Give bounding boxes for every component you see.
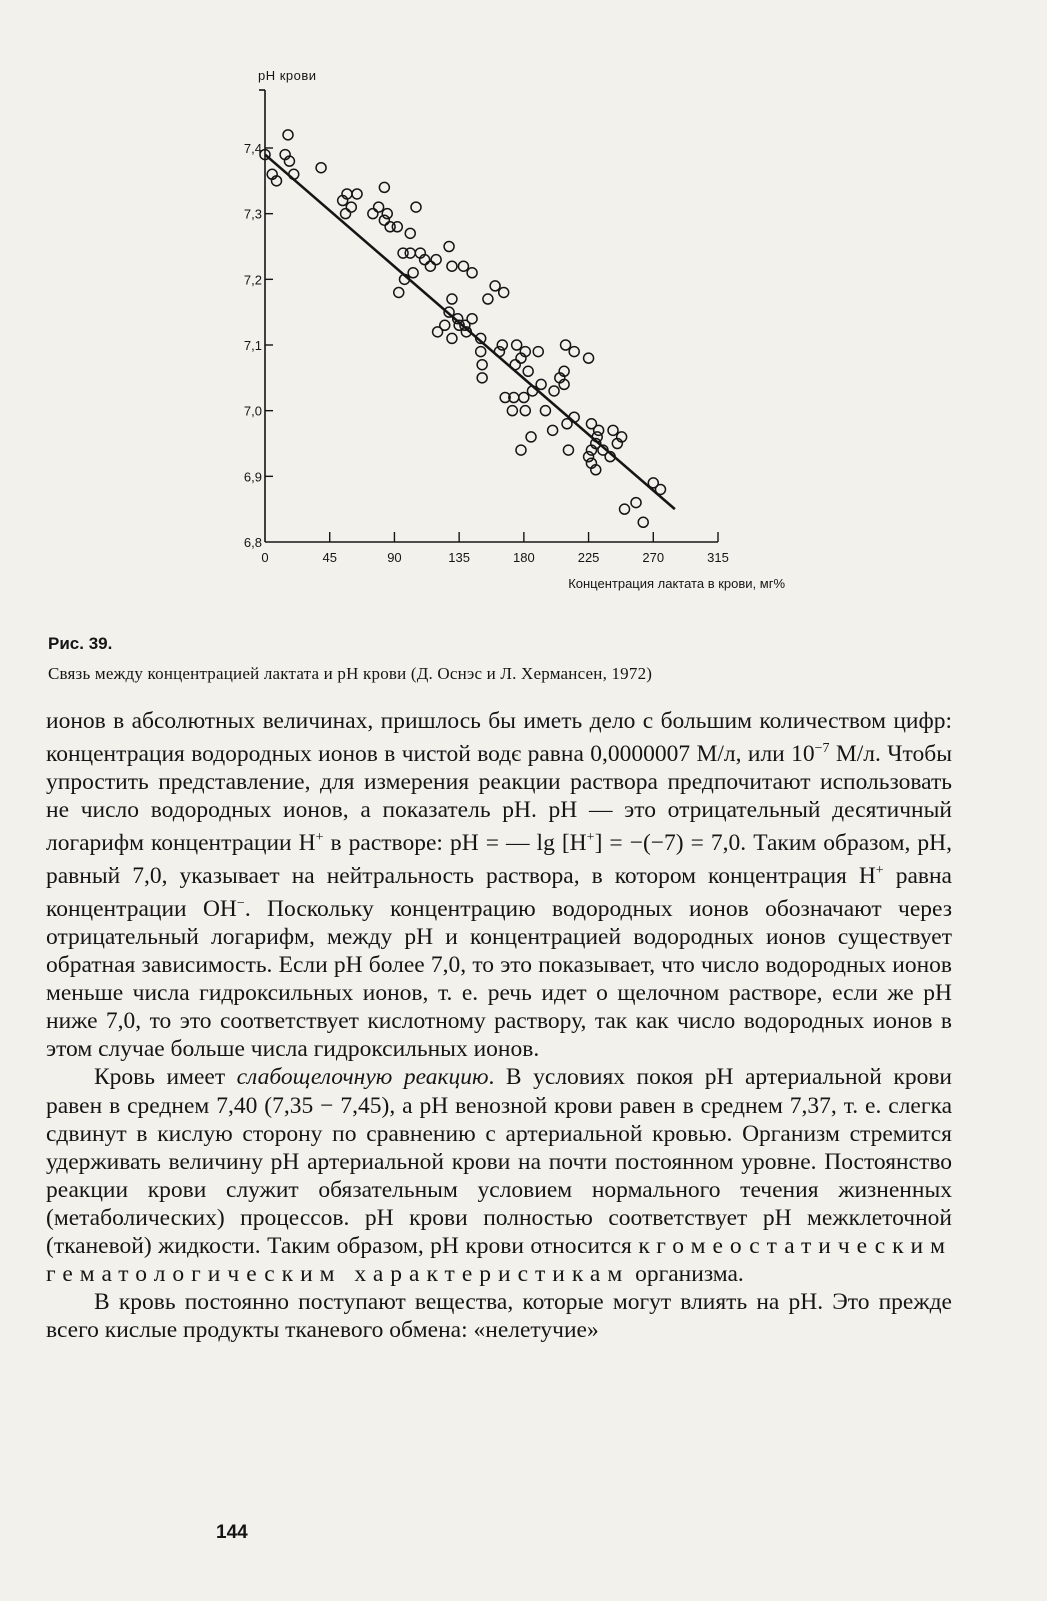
superscript: −7: [814, 741, 830, 757]
data-point: [341, 209, 351, 219]
text-run: гомеостатическим гематологическим характеристикам: [46, 1233, 952, 1288]
text-run: равна концентрации OH: [46, 862, 952, 922]
data-point: [483, 294, 493, 304]
paragraph: [46, 707, 952, 1063]
data-point: [467, 314, 477, 324]
text-run: в растворе: pH = — lg [H: [323, 830, 587, 857]
text-run: организма.: [629, 1261, 744, 1288]
data-point: [392, 222, 402, 232]
data-point: [507, 406, 517, 416]
data-point: [638, 517, 648, 527]
x-tick-label: 225: [577, 550, 600, 565]
chart-regression: [265, 155, 675, 510]
data-point: [561, 340, 571, 350]
data-point: [608, 425, 618, 435]
data-point: [497, 340, 507, 350]
data-point: [536, 379, 546, 389]
figure-label: Рис. 39.: [48, 634, 113, 653]
x-tick-label: 90: [387, 550, 402, 565]
data-point: [425, 261, 435, 271]
data-point: [458, 261, 468, 271]
chart-ticks: [244, 141, 729, 565]
data-point: [316, 163, 326, 173]
data-point: [476, 347, 486, 357]
data-point: [548, 425, 558, 435]
data-point: [516, 445, 526, 455]
y-tick-label: 7,3: [243, 206, 262, 222]
lactate-ph-chart: [0, 0, 1047, 620]
superscript: +: [315, 830, 324, 846]
data-point: [523, 366, 533, 376]
y-tick-label: 6,8: [243, 535, 262, 550]
x-tick-label: 135: [448, 550, 470, 565]
x-tick-label: 45: [322, 550, 337, 565]
chart-points: [260, 130, 665, 527]
regression-line: [265, 155, 675, 510]
data-point: [405, 228, 415, 238]
data-point: [411, 202, 421, 212]
x-tick-label: 270: [642, 550, 665, 565]
data-point: [549, 386, 559, 396]
data-point: [431, 255, 441, 265]
data-point: [631, 498, 641, 508]
emphasis: слабощелочную реакцию: [236, 1064, 489, 1091]
data-point: [477, 373, 487, 383]
data-point: [519, 393, 529, 403]
data-point: [447, 261, 457, 271]
data-point: [408, 268, 418, 278]
y-axis-label: pH крови: [258, 68, 317, 83]
paragraph: [46, 1063, 952, 1288]
data-point: [447, 333, 457, 343]
data-point: [477, 360, 487, 370]
data-point: [512, 340, 522, 350]
x-tick-label: 180: [513, 550, 535, 565]
data-point: [569, 347, 579, 357]
data-point: [584, 353, 594, 363]
x-tick-label: 315: [707, 550, 729, 565]
data-point: [382, 209, 392, 219]
data-point: [283, 130, 293, 140]
body-text: [46, 707, 952, 1344]
data-point: [433, 327, 443, 337]
data-point: [447, 294, 457, 304]
data-point: [379, 182, 389, 192]
y-tick-label: 7,2: [243, 272, 262, 288]
data-point: [526, 432, 536, 442]
text-run: ] = −(−7) = 7,0. Таким образом, pH, равный 7,0, указывает на нейтральность раствора, в котором концентрация H: [46, 830, 953, 889]
y-tick-label: 7,4: [243, 141, 262, 156]
y-tick-label: 7,0: [243, 403, 262, 419]
text-run: . В условиях покоя pH артериальной крови равен в среднем 7,40 (7,35 − 7,45), а pH венозной крови равен в среднем 7,37, т. е. слегка сдвинут в кислую сторону по сравнению с артериальной кровью. Организм стремится удерживать величину pH артериальной крови на почти постоянном уровне. Постоянство реакции крови служит обязательным условием нормального течения жизненных (метаболических) процессов. pH крови полностью соответствует pH межклеточной (тканевой) жидкости. Таким образом, pH крови относится к: [46, 1064, 952, 1259]
data-point: [620, 504, 630, 514]
data-point: [444, 242, 454, 252]
y-tick-label: 7,1: [243, 338, 262, 353]
data-point: [379, 215, 389, 225]
y-tick-label: 6,9: [243, 469, 262, 485]
paragraph: [46, 1288, 952, 1344]
text-run: М/л. Чтобы упростить представление, для измерения реакции раствора предпочитают использовать не число водородных ионов, а показатель pH. pH — это отрицательный десятичный логарифм концентрации H: [46, 740, 952, 857]
superscript: +: [586, 830, 595, 846]
chart-axes: [259, 90, 718, 542]
data-point: [520, 406, 530, 416]
data-point: [594, 425, 604, 435]
text-run: . Поскольку концентрацию водородных ионов обозначают через отрицательный логарифм, между pH и концентрацией водородных ионов существует обратная зависимость. Если pH более 7,0, то это показывает, что число водородных ионов меньше числа гидроксильных ионов, т. е. речь идет о щелочном растворе, если же pH ниже 7,0, то это соответствует кислотному раствору, так как число водородных ионов в этом случае больше числа гидроксильных ионов.: [46, 895, 953, 1063]
text-run: ионов в абсолютных величинах, пришлось бы иметь дело с большим количеством цифр: концентрация водородных ионов в чистой водє равна 0,0000007 М/л, или 10: [46, 708, 952, 767]
data-point: [374, 202, 384, 212]
data-point: [394, 287, 404, 297]
data-point: [584, 452, 594, 462]
figure-caption: Связь между концентрацией лактата и pH крови (Д. Оснэс и Л. Хермансен, 1972): [48, 664, 653, 683]
x-axis-label: Концентрация лактата в крови, мг%: [568, 576, 785, 591]
text-run: В кровь постоянно поступают вещества, которые могут влиять на pH. Это прежде всего кислые продукты тканевого обмена: «нелетучие»: [46, 1289, 952, 1344]
data-point: [368, 209, 378, 219]
data-point: [467, 268, 477, 278]
page-number: 144: [216, 1522, 248, 1543]
data-point: [499, 287, 509, 297]
superscript: +: [875, 863, 884, 879]
data-point: [490, 281, 500, 291]
data-point: [352, 189, 362, 199]
data-point: [540, 406, 550, 416]
superscript: −: [236, 896, 245, 912]
data-point: [533, 347, 543, 357]
x-tick-label: 0: [261, 550, 269, 565]
data-point: [346, 202, 356, 212]
text-run: Кровь имеет: [94, 1064, 237, 1091]
data-point: [563, 445, 573, 455]
data-point: [405, 248, 415, 258]
